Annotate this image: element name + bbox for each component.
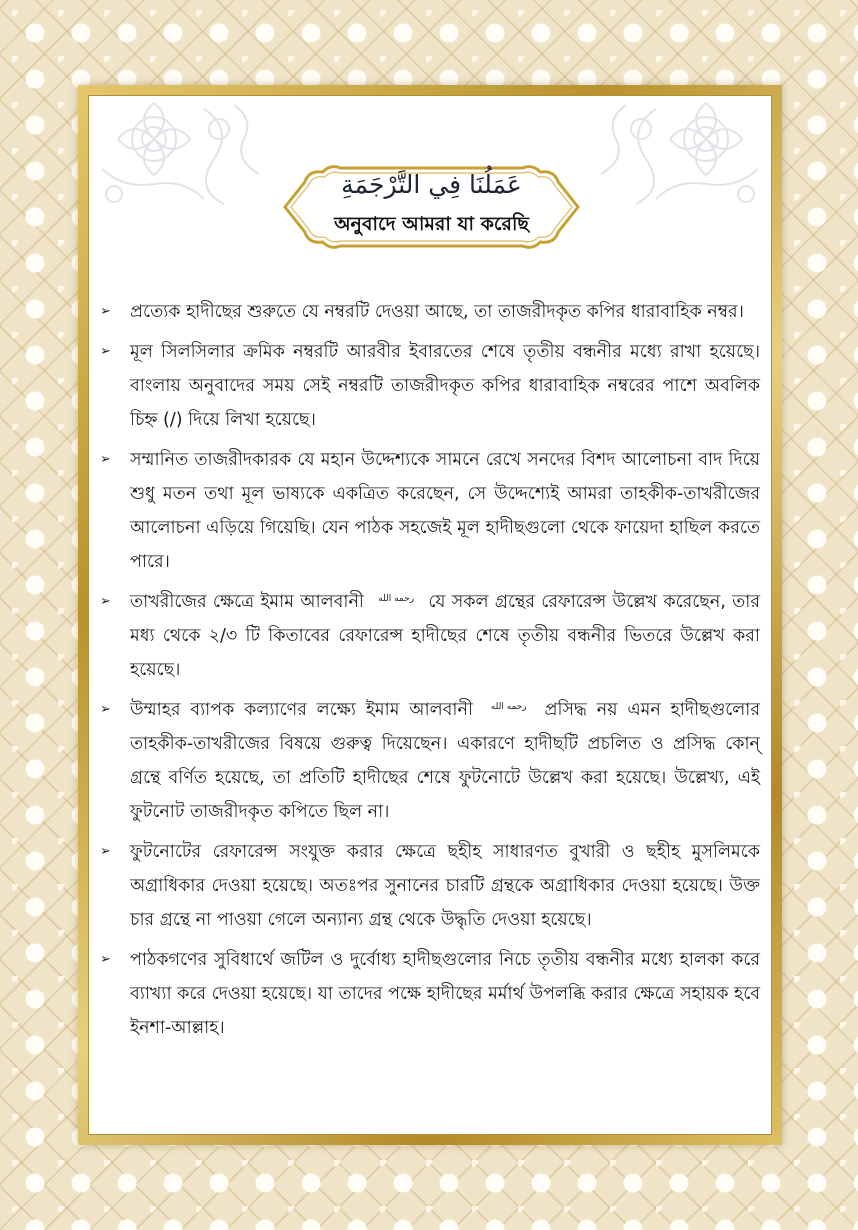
list-item xyxy=(88,585,760,687)
arrow-bullet-icon xyxy=(100,443,111,477)
bullet-list xyxy=(88,295,760,1051)
honorific-glyph: رحمه الله xyxy=(378,594,415,604)
page-frame xyxy=(78,85,782,1145)
list-item xyxy=(88,335,760,437)
title-cartouche xyxy=(283,160,580,254)
arrow-bullet-icon xyxy=(100,835,111,869)
list-item xyxy=(88,295,760,329)
list-item-text: যে সকল গ্রন্থের রেফারেন্স উল্লেখ করেছেন, তার মধ্য থেকে ২/৩ টি কিতাবের রেফারেন্স হাদীছের শেষে তৃতীয় বন্ধনীর ভিতরে উল্লেখ করা হয়েছে। xyxy=(130,592,760,680)
list-item-text: মূল সিলসিলার ক্রমিক নম্বরটি আরবীর ইবারতের শেষে তৃতীয় বন্ধনীর মধ্যে রাখা হয়েছে। বাংলায় অনুবাদের সময় সেই নম্বরটি তাজরীদকৃত কপির ধারাবাহিক নম্বরের পাশে অবলিক চিহ্ন (/) দিয়ে লিখা হয়েছে। xyxy=(130,342,760,430)
list-item-text: উম্মাহর ব্যাপক কল্যাণের লক্ষ্যে ইমাম আলবানী xyxy=(130,700,473,720)
arrow-bullet-icon xyxy=(100,943,111,977)
title-arabic: عَمَلُنَا فِي التَّرْجَمَةِ xyxy=(341,170,522,199)
arrow-bullet-icon xyxy=(100,585,111,619)
list-item xyxy=(88,693,760,829)
list-item xyxy=(88,443,760,579)
list-item-text: প্রসিদ্ধ নয় এমন হাদীছগুলোর তাহকীক-তাখরীজের বিষয়ে গুরুত্ব দিয়েছেন। একারণে হাদীছটি প্রচলিত ও প্রসিদ্ধ কোন্ গ্রন্থে বর্ণিত হয়েছে, তা প্রতিটি হাদীছের শেষে ফুটনোটে উল্লেখ করা হয়েছে। উল্লেখ্য, এই ফুটনোট তাজরীদকৃত কপিতে ছিল না। xyxy=(130,700,760,822)
corner-ornament-right xyxy=(594,99,766,209)
list-item-text: সম্মানিত তাজরীদকারক যে মহান উদ্দেশ্যকে সামনে রেখে সনদের বিশদ আলোচনা বাদ দিয়ে শুধু মতন তথা মূল ভাষ্যকে একত্রিত করেছেন, সে উদ্দেশ্যেই আমরা তাহকীক-তাখরীজের আলোচনা এড়িয়ে গিয়েছি। যেন পাঠক সহজেই মূল হাদীছগুলো থেকে ফায়েদা হাছিল করতে পারে। xyxy=(130,450,760,572)
list-item-text: ফুটনোটের রেফারেন্স সংযুক্ত করার ক্ষেত্রে ছহীহ সাধারণত বুখারী ও ছহীহ মুসলিমকে অগ্রাধিকার দেওয়া হয়েছে। অতঃপর সুনানের চারটি গ্রন্থকে অগ্রাধিকার দেওয়া হয়েছে। উক্ত চার গ্রন্থে না পাওয়া গেলে অন্যান্য গ্রন্থ থেকে উদ্ধৃতি দেওয়া হয়েছে। xyxy=(130,842,760,930)
arrow-bullet-icon xyxy=(100,335,111,369)
title-bengali: অনুবাদে আমরা যা করেছি xyxy=(334,213,529,235)
list-item xyxy=(88,943,760,1045)
honorific-glyph: رحمه الله xyxy=(490,702,527,712)
arrow-bullet-icon xyxy=(100,295,111,329)
corner-ornament-left xyxy=(94,99,266,209)
list-item xyxy=(88,835,760,937)
list-item-text: প্রত্যেক হাদীছের শুরুতে যে নম্বরটি দেওয়া আছে, তা তাজরীদকৃত কপির ধারাবাহিক নম্বর। xyxy=(130,302,744,322)
list-item-text: পাঠকগণের সুবিধার্থে জটিল ও দুর্বোধ্য হাদীছগুলোর নিচে তৃতীয় বন্ধনীর মধ্যে হালকা করে ব্যাখ্যা করে দেওয়া হয়েছে। যা তাদের পক্ষে হাদীছের মর্মার্থ উপলব্ধি করার ক্ষেত্রে সহায়ক হবে ইনশা-আল্লাহ। xyxy=(130,950,760,1038)
list-item-text: তাখরীজের ক্ষেত্রে ইমাম আলবানী xyxy=(130,592,364,612)
arrow-bullet-icon xyxy=(100,693,111,727)
